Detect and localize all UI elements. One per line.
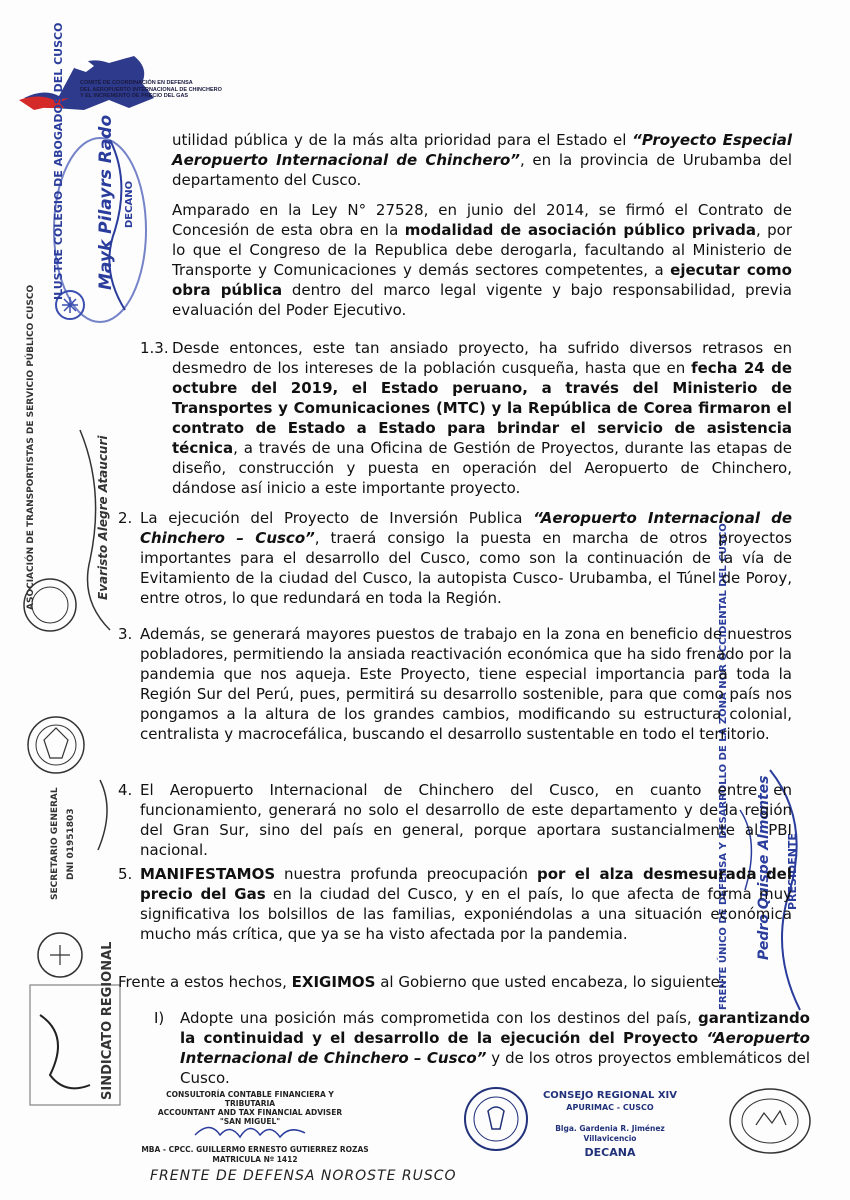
paragraph-1: utilidad pública y de la más alta prioridad para el Estado el “Proyecto Especial Aeropuerto Internacional de Chinchero”, en la provincia de Urubamba del departamento del Cusco. xyxy=(172,131,792,189)
abogados-stamp: ILUSTRE COLEGIO DE ABOGADOS DEL CUSCO xyxy=(52,22,65,300)
paragraph-2-item: La ejecución del Proyecto de Inversión Publica “Aeropuerto Internacional de Chinchero – Cusco”, traerá consigo la puesta en marcha de otros proyectos importantes para el desarrollo del Cusco, como son la continuación de la vía de Evitamiento de la ciudad del Cusco, la autopista Cusco- Urubamba, el Túnel de Poroy, entre otros, lo que redundará en toda la Región. xyxy=(140,509,792,607)
frente-right-stamp: FRENTE ÚNICO DE DEFENSA Y DESARROLLO DE LA ZONA NOR OCCIDENTAL DEL CUSCO xyxy=(718,523,729,1010)
dni-label: DNI 01951803 xyxy=(66,808,76,880)
item-number-i: I) xyxy=(154,1009,165,1027)
secretario-label: SECRETARIO GENERAL xyxy=(50,787,60,900)
paragraph-3-item: Además, se generará mayores puestos de trabajo en la zona en beneficio de nuestros pobladores, permitiendo la ansiada reactivación económica que ha sido frenado por la pandemia que nos aqueja. Este Proyecto, tiene especial importancia para toda la Región Sur del Perú, pues, permitirá su desarrollo sostenible, para que como país nos pongamos a la altura de los grandes cambios, modificando su estructura colonial, centralista y macrocefálica, buscando el desarrollo sustentable en todo el territorio. xyxy=(140,625,792,743)
org-line-2: DEL AEROPUERTO INTERNACIONAL DE CHINCHERO xyxy=(80,86,222,93)
paragraph-5-item: MANIFESTAMOS nuestra profunda preocupación por el alza desmesurada del precio del Gas en la ciudad del Cusco, y en el país, lo que afecta de forma muy significativa los bolsillos de las familias, exponiéndolas a una situación económica mucho más crítica, que ya se ha visto afectada por la pandemia. xyxy=(140,865,792,943)
sindicato-stamp-icon xyxy=(20,700,140,920)
paragraph-frente: Frente a estos hechos, EXIGIMOS al Gobierno que usted encabeza, lo siguiente: xyxy=(118,973,725,991)
item-number-5: 5. xyxy=(118,865,133,883)
paragraph-2: Amparado en la Ley N° 27528, en junio del 2014, se firmó el Contrato de Concesión de esta obra en la modalidad de asociación público privada, por lo que el Congreso de la Republica debe derogarla, facultando al Ministerio de Transporte y Comunicaciones y demás sectores competentes, a ejecutar como obra pública dentro del marco legal vigente y bajo responsabilidad, previa evaluación del Poder Ejecutivo. xyxy=(172,201,793,319)
biga-stamp: Blga. Gardenia R. Jiménez Villavicencio DECANA xyxy=(555,1124,665,1159)
org-line-3: Y EL INCREMENTO DE PRECIO DEL GAS xyxy=(80,93,189,99)
municipal-seal-icon xyxy=(726,1085,814,1157)
paragraph-4-item: El Aeropuerto Internacional de Chinchero del Cusco, en cuanto entre en funcionamiento, generará no solo el desarrollo de este departamento y de la región del Gran Sur, sino del país en general, porque aportara sustancialmente al PBI nacional. xyxy=(140,781,792,859)
decano-label: DECANO xyxy=(124,180,135,228)
item-number-4: 4. xyxy=(118,781,133,799)
colegio-biologos-seal-icon xyxy=(462,1085,530,1153)
item-number-1-3: 1.3. xyxy=(140,339,169,357)
transportistas-stamp: ASOCIACIÓN DE TRANSPORTISTAS DE SERVICIO PÚBLICO CUSCO xyxy=(26,284,36,610)
mba-stamp: MBA - CPCC. GUILLERMO ERNESTO GUTIERREZ ROZAS MATRICULA Nº 1412 xyxy=(141,1145,369,1164)
consultoria-signature-icon xyxy=(190,1115,310,1145)
committee-name xyxy=(80,80,222,100)
sindicato-stamp: SINDICATO REGIONAL xyxy=(100,941,115,1100)
consejo-regional-stamp: CONSEJO REGIONAL XIV APURIMAC - CUSCO xyxy=(542,1090,678,1112)
handwritten-note: FRENTE DE DEFENSA NOROSTE RUSCO xyxy=(150,1168,457,1184)
paragraph-demand-1: Adopte una posición más comprometida con los destinos del país, garantizando la continuidad y el desarrollo de la ejecución del Proyecto “Aeropuerto Internacional de Chinchero – Cusco” y de los otros proyectos emblemáticos del Cusco. xyxy=(180,1009,810,1087)
decano-name: Mayk Pilayrs Rado xyxy=(96,114,116,290)
paragraph-1-3: Desde entonces, este tan ansiado proyecto, ha sufrido diversos retrasos en desmedro de los intereses de la población cusqueña, hasta que en fecha 24 de octubre del 2019, el Estado peruano, a través del Ministerio de Transportes y Comunicaciones (MTC) y la República de Corea firmaron el contrato de Estado a Estado para brindar el servicio de asistencia técnica, a través de una Oficina de Gestión de Proyectos, durante las etapas de diseño, construcción y puesta en operación del Aeropuerto de Chinchero, dándose así inicio a este importante proyecto. xyxy=(172,339,792,497)
alegre-name: Evaristo Alegre Ataucuri xyxy=(96,435,110,600)
quispe-name: Pedro Quispe Almontes xyxy=(756,775,772,960)
item-number-2: 2. xyxy=(118,509,133,527)
consultoria-stamp: CONSULTORÍA CONTABLE FINANCIERA Y TRIBUTARIA ACCOUNTANT AND TAX FINANCIAL ADVISER "SAN MIGUEL" xyxy=(157,1090,343,1126)
item-number-3: 3. xyxy=(118,625,133,643)
org-line-1: COMITÉ DE COORDINACIÓN EN DEFENSA xyxy=(80,80,193,86)
presidente-label: PRESIDENTE xyxy=(786,833,799,910)
regional-stamp-icon xyxy=(20,925,140,1115)
